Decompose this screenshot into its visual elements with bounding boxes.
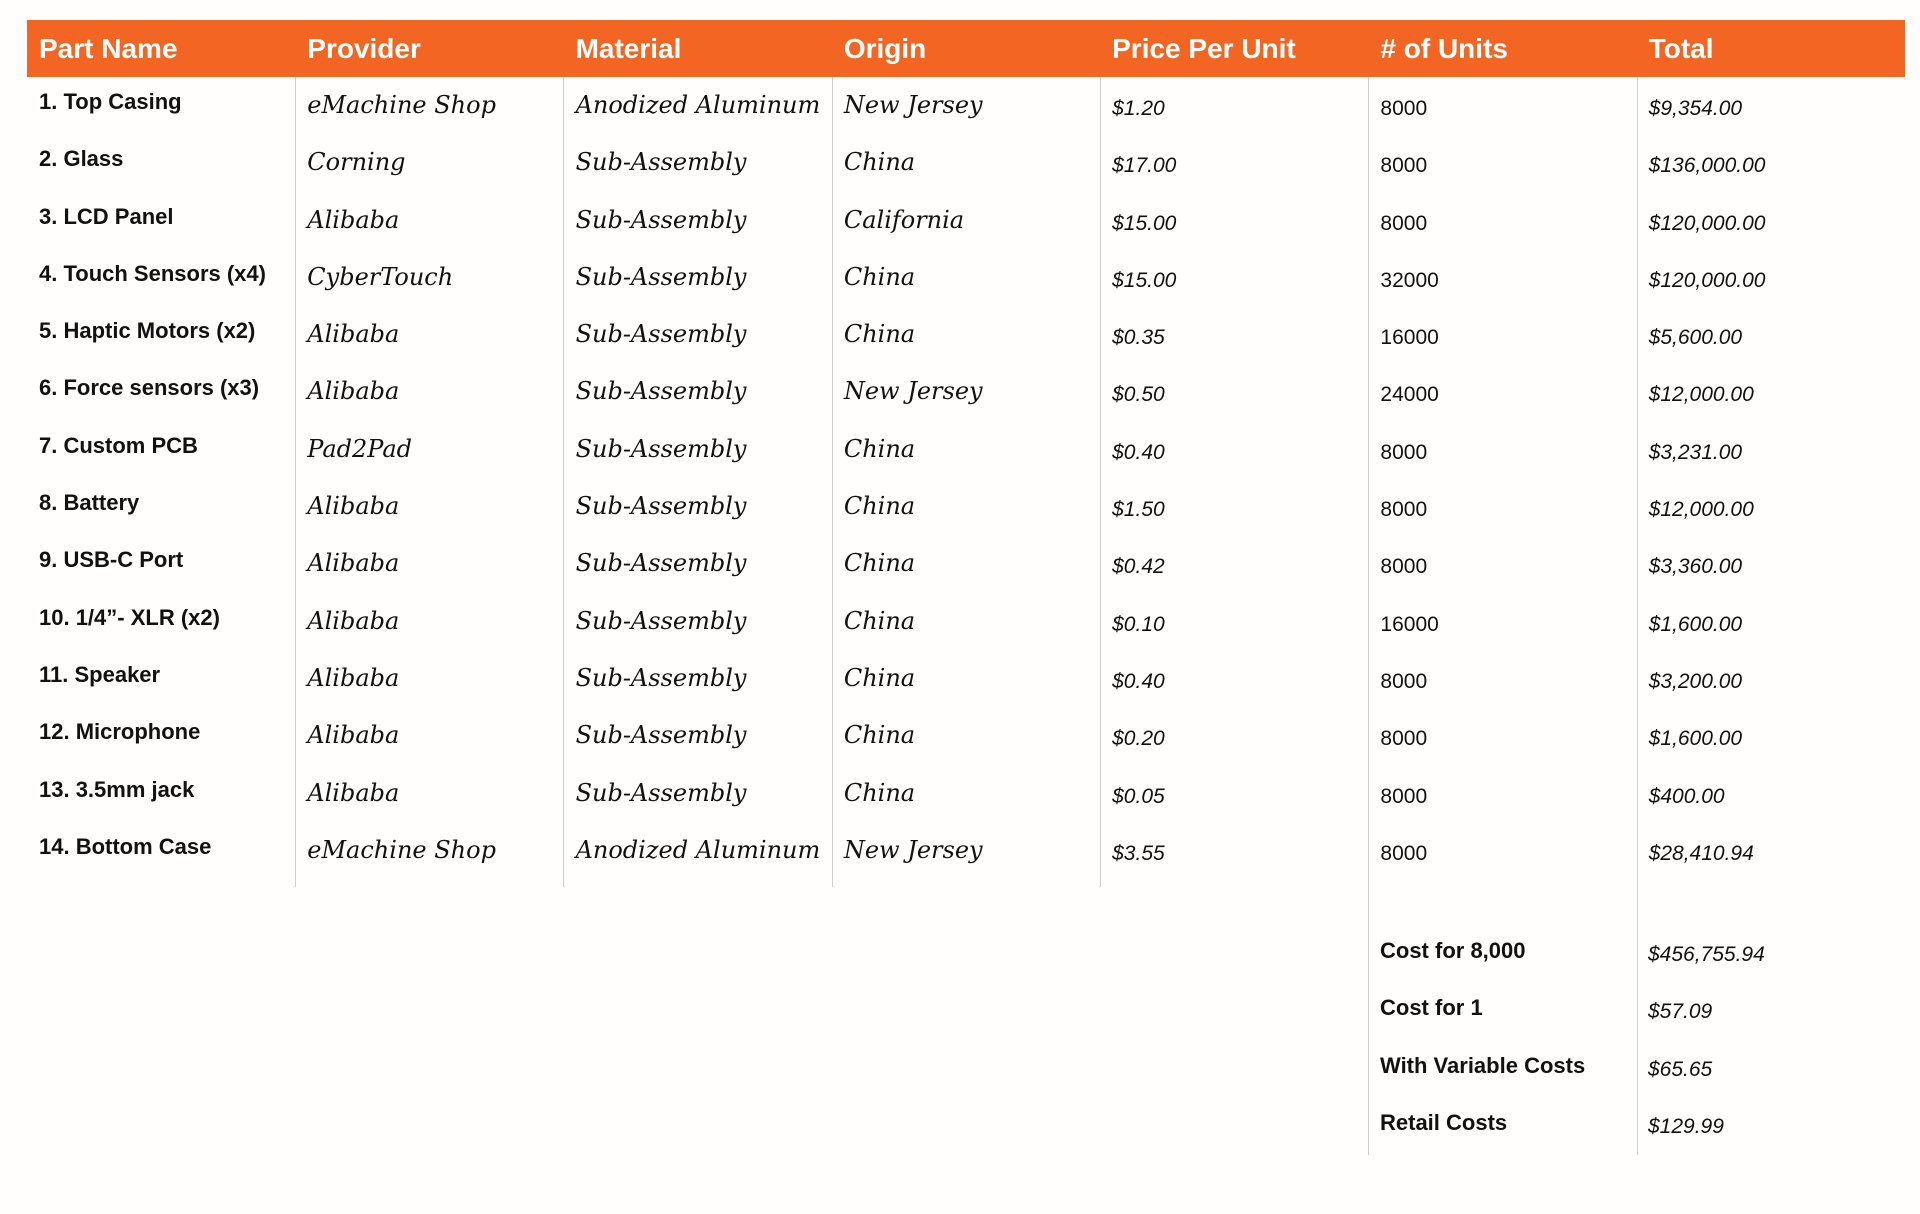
provider-cell: Pad2Pad xyxy=(307,434,413,463)
summary-value: $65.65 xyxy=(1648,1057,1713,1081)
units-cell: 8000 xyxy=(1380,784,1428,808)
origin-cell: China xyxy=(843,721,916,750)
summary-value: $456,755.94 xyxy=(1648,943,1765,966)
price-per-unit-cell: $0.40 xyxy=(1112,669,1165,693)
origin-cell: China xyxy=(843,663,916,692)
price-per-unit-cell: $0.50 xyxy=(1112,383,1165,407)
price-per-unit-cell: $0.10 xyxy=(1112,612,1165,636)
origin-cell: China xyxy=(843,262,916,291)
header-units: # of Units xyxy=(1380,33,1508,64)
part-name-cell: 1. Top Casing xyxy=(39,89,182,114)
table-row xyxy=(27,77,1905,134)
table-row xyxy=(27,593,1905,650)
header-part-name: Part Name xyxy=(39,33,178,64)
origin-cell: California xyxy=(843,205,965,234)
part-name-cell: 10. 1/4”- XLR (x2) xyxy=(39,604,220,630)
price-per-unit-cell: $1.50 xyxy=(1112,498,1165,522)
material-cell: Sub-Assembly xyxy=(575,320,747,349)
cost-summary xyxy=(27,932,1905,1161)
total-cell: $12,000.00 xyxy=(1648,498,1754,522)
total-cell: $136,000.00 xyxy=(1648,154,1766,178)
units-cell: 8000 xyxy=(1380,841,1428,865)
header-total: Total xyxy=(1648,33,1714,64)
part-name-cell: 13. 3.5mm jack xyxy=(39,776,195,802)
units-cell: 8000 xyxy=(1380,498,1428,522)
total-cell: $1,600.00 xyxy=(1648,612,1743,636)
part-name-cell: 7. Custom PCB xyxy=(39,432,198,458)
part-name-cell: 9. USB-C Port xyxy=(39,547,184,573)
units-cell: 32000 xyxy=(1380,268,1439,292)
summary-label: With Variable Costs xyxy=(1380,1052,1586,1078)
price-per-unit-cell: $15.00 xyxy=(1112,211,1177,235)
total-cell: $120,000.00 xyxy=(1648,211,1766,235)
units-cell: 8000 xyxy=(1380,97,1428,120)
units-cell: 8000 xyxy=(1380,727,1428,751)
total-cell: $120,000.00 xyxy=(1648,268,1766,292)
provider-cell: Alibaba xyxy=(307,492,400,521)
units-cell: 24000 xyxy=(1380,383,1439,407)
price-per-unit-cell: $0.05 xyxy=(1112,784,1165,808)
price-per-unit-cell: $17.00 xyxy=(1112,154,1177,178)
part-name-cell: 11. Speaker xyxy=(39,661,161,687)
table-row xyxy=(27,478,1905,535)
total-cell: $3,200.00 xyxy=(1648,669,1743,693)
part-name-cell: 8. Battery xyxy=(39,490,140,516)
total-cell: $3,231.00 xyxy=(1648,440,1743,464)
origin-cell: New Jersey xyxy=(843,377,983,406)
price-per-unit-cell: $3.55 xyxy=(1112,841,1165,865)
material-cell: Sub-Assembly xyxy=(575,606,747,635)
summary-row xyxy=(27,989,1905,1046)
price-per-unit-cell: $0.40 xyxy=(1112,440,1165,464)
provider-cell: Corning xyxy=(307,148,406,177)
origin-cell: China xyxy=(843,492,916,521)
material-cell: Sub-Assembly xyxy=(575,492,747,521)
part-name-cell: 4. Touch Sensors (x4) xyxy=(39,260,266,286)
cost-breakdown-table xyxy=(27,20,1905,1214)
table-header-row xyxy=(27,20,1905,77)
price-per-unit-cell: $1.20 xyxy=(1112,97,1165,120)
part-name-cell: 6. Force sensors (x3) xyxy=(39,375,260,401)
origin-cell: New Jersey xyxy=(843,835,983,864)
provider-cell: eMachine Shop xyxy=(307,91,496,119)
total-cell: $5,600.00 xyxy=(1648,326,1743,350)
total-cell: $3,360.00 xyxy=(1648,555,1743,579)
total-cell: $1,600.00 xyxy=(1648,727,1743,751)
price-per-unit-cell: $0.20 xyxy=(1112,727,1165,751)
total-cell: $12,000.00 xyxy=(1648,383,1754,407)
origin-cell: China xyxy=(843,148,916,177)
table-row xyxy=(27,707,1905,764)
table-rows xyxy=(27,77,1905,879)
provider-cell: Alibaba xyxy=(307,663,400,692)
units-cell: 16000 xyxy=(1380,612,1439,636)
price-per-unit-cell: $0.42 xyxy=(1112,555,1165,579)
table-row xyxy=(27,134,1905,191)
header-origin: Origin xyxy=(843,33,927,64)
table-row xyxy=(27,192,1905,249)
table-row xyxy=(27,650,1905,707)
summary-row xyxy=(27,1104,1905,1161)
origin-cell: New Jersey xyxy=(843,91,983,119)
provider-cell: CyberTouch xyxy=(307,262,454,291)
table-row xyxy=(27,249,1905,306)
material-cell: Sub-Assembly xyxy=(575,377,747,406)
material-cell: Sub-Assembly xyxy=(575,549,747,578)
origin-cell: China xyxy=(843,606,916,635)
summary-row xyxy=(27,932,1905,989)
origin-cell: China xyxy=(843,778,916,807)
provider-cell: Alibaba xyxy=(307,549,400,578)
material-cell: Sub-Assembly xyxy=(575,262,747,291)
part-name-cell: 5. Haptic Motors (x2) xyxy=(39,318,256,344)
header-provider: Provider xyxy=(307,33,421,64)
summary-row xyxy=(27,1047,1905,1104)
table-body xyxy=(27,77,1905,1214)
material-cell: Sub-Assembly xyxy=(575,434,747,463)
table-row xyxy=(27,421,1905,478)
provider-cell: Alibaba xyxy=(307,606,400,635)
table-row xyxy=(27,535,1905,592)
provider-cell: Alibaba xyxy=(307,320,400,349)
summary-label: Retail Costs xyxy=(1380,1109,1508,1135)
table-row xyxy=(27,306,1905,363)
part-name-cell: 12. Microphone xyxy=(39,719,201,745)
units-cell: 8000 xyxy=(1380,555,1428,579)
units-cell: 8000 xyxy=(1380,211,1428,235)
header-price-per-unit: Price Per Unit xyxy=(1112,33,1296,64)
material-cell: Sub-Assembly xyxy=(575,148,747,177)
material-cell: Sub-Assembly xyxy=(575,663,747,692)
total-cell: $400.00 xyxy=(1648,784,1725,808)
header-material: Material xyxy=(575,33,682,64)
origin-cell: China xyxy=(843,434,916,463)
material-cell: Sub-Assembly xyxy=(575,205,747,234)
units-cell: 16000 xyxy=(1380,326,1439,350)
material-cell: Anodized Aluminum xyxy=(575,91,821,119)
summary-value: $57.09 xyxy=(1648,1000,1713,1024)
origin-cell: China xyxy=(843,549,916,578)
provider-cell: Alibaba xyxy=(307,721,400,750)
origin-cell: China xyxy=(843,320,916,349)
part-name-cell: 14. Bottom Case xyxy=(39,833,212,859)
units-cell: 8000 xyxy=(1380,440,1428,464)
material-cell: Anodized Aluminum xyxy=(575,835,821,864)
summary-value: $129.99 xyxy=(1648,1114,1724,1138)
table-row xyxy=(27,822,1905,879)
units-cell: 8000 xyxy=(1380,669,1428,693)
summary-label: Cost for 8,000 xyxy=(1380,938,1526,963)
provider-cell: eMachine Shop xyxy=(307,835,496,864)
table-row xyxy=(27,765,1905,822)
total-cell: $28,410.94 xyxy=(1648,841,1754,865)
table-row xyxy=(27,363,1905,420)
part-name-cell: 3. LCD Panel xyxy=(39,203,174,229)
summary-label: Cost for 1 xyxy=(1380,995,1483,1021)
provider-cell: Alibaba xyxy=(307,778,400,807)
material-cell: Sub-Assembly xyxy=(575,721,747,750)
total-cell: $9,354.00 xyxy=(1648,97,1743,120)
price-per-unit-cell: $15.00 xyxy=(1112,268,1177,292)
provider-cell: Alibaba xyxy=(307,205,400,234)
price-per-unit-cell: $0.35 xyxy=(1112,326,1165,350)
units-cell: 8000 xyxy=(1380,154,1428,178)
provider-cell: Alibaba xyxy=(307,377,400,406)
material-cell: Sub-Assembly xyxy=(575,778,747,807)
part-name-cell: 2. Glass xyxy=(39,146,124,172)
